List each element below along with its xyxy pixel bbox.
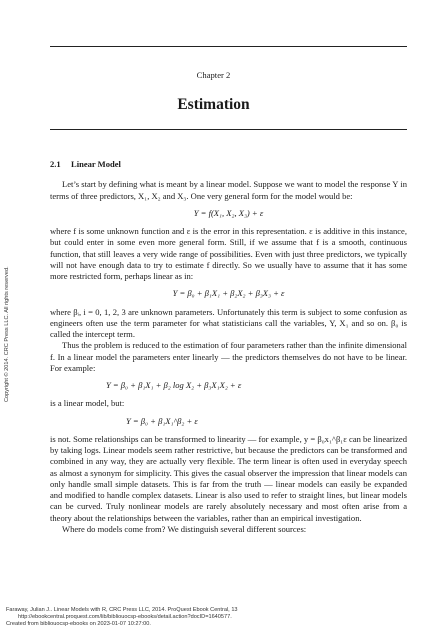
section-title: Linear Model: [71, 159, 121, 169]
chapter-label: Chapter 2: [196, 70, 231, 80]
footer-citation: Faraway, Julian J.. Linear Models with R, CRC Press LLC, 2014. ProQuest Ebook Central,: [6, 607, 230, 613]
paragraph-7: Where do models come from? We distinguish several different sources:: [62, 523, 307, 534]
chapter-title: Estimation: [177, 96, 250, 113]
paragraph-4: Thus the problem is reduced to the estimation of four parameters rather than the infinite dimensional f. In a linear model the parameters enter linearly — the predictors themselves do not have to be linear. For example:: [50, 340, 407, 373]
top-rule: [50, 46, 407, 47]
equation-1: Y = f(X₁, X₂, X₃) + ε: [193, 207, 264, 218]
citation-footer: [6, 607, 421, 628]
page-number: 13: [231, 607, 238, 613]
footer-url[interactable]: http://ebookcentral.proquest.com/lib/bibliouocsp-ebooks/detail.action?docID=1640577.: [18, 614, 232, 620]
footer-citation-line: [6, 607, 421, 614]
equation-3: Y = β₀ + β₁X₁ + β₂ log X₂ + β₃X₁X₂ + ε: [106, 380, 242, 390]
equation-4: Y = β₀ + β₁X₁^β₂ + ε: [126, 415, 198, 426]
paragraph-2: where f is some unknown function and ε is the error in this representation. ε is additive in this instance, but could enter in some even more general form. Still, if we assume that f is a smooth, continuous function, that still leaves a very wide range of possibilities. Even with just three predictors, we typically will not have enough data to try to estimate f directly. So we usually have to assume that it has some more restricted form, perhaps linear as in:: [50, 226, 407, 281]
title-rule: [50, 129, 407, 130]
section-number: 2.1: [50, 159, 61, 169]
copyright-notice: Copyright © 2014. CRC Press LLC. All rights reserved.: [4, 266, 10, 402]
paragraph-5: is a linear model, but:: [50, 398, 125, 409]
paragraph-1: Let’s start by defining what is meant by a linear model. Suppose we want to model the response Y in terms of three predictors, X₁, X₂ and X₃. One very general form for the model would be:: [50, 179, 407, 201]
paragraph-3: where βᵢ, i = 0, 1, 2, 3 are unknown parameters. Unfortunately this term is subject to some confusion as engineers often use the term parameter for what statisticians call the variables, Y, X₁ and so on. β₀ is called the intercept term.: [50, 306, 407, 339]
equation-2: Y = β₀ + β₁X₁ + β₂X₂ + β₃X₃ + ε: [172, 288, 285, 299]
section-heading: [50, 159, 407, 170]
paragraph-6: is not. Some relationships can be transformed to linearity — for example, y = β₀x₁^β₁ε can be linearized by taking logs. Linear models seem rather restrictive, but because the predictors can be transformed and combined in any way, they are actually very flexible. The term linear is often used in everyday speech as almost a synonym for simplicity. This gives the casual observer the impression that linear models can only handle small simple datasets. This is far from the truth — linear models can easily be expanded and modified to handle complex datasets. Linear is also used to refer to straight lines, but linear models can be curved. Truly nonlinear models are rarely absolutely necessary and most often arise from a theory about the relationships between the variables, rather than an empirical investigation.: [50, 433, 407, 523]
page-body: [50, 159, 407, 535]
footer-created: Created from bibliouocsp-ebooks on 2023-01-07 10:27:00.: [6, 621, 151, 627]
